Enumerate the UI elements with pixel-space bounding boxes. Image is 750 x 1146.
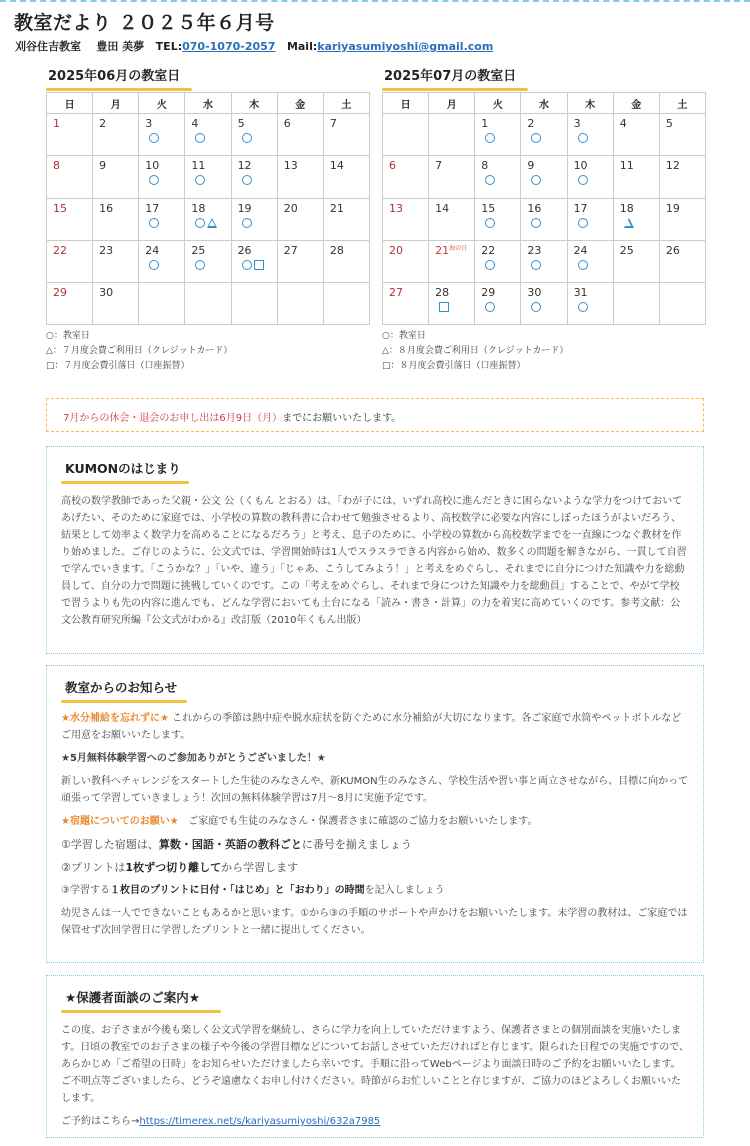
circle-class-day-icon <box>531 218 541 228</box>
day-number: 10 <box>145 159 160 173</box>
day-number: 23 <box>99 243 114 257</box>
calendar-day-cell <box>383 240 429 282</box>
square-debit-icon <box>439 302 449 312</box>
day-number: 15 <box>481 201 496 215</box>
circle-class-day-icon <box>578 218 588 228</box>
circle-class-day-icon <box>195 133 205 143</box>
day-marks <box>578 260 588 270</box>
day-number: 7 <box>435 159 443 173</box>
calendar-day-cell <box>185 198 231 240</box>
calendar-week-row <box>383 114 706 156</box>
weekday-header: 月 <box>93 93 139 114</box>
calendar-empty-cell <box>659 283 705 325</box>
day-marks <box>624 218 634 228</box>
calendar-empty-cell <box>323 283 369 325</box>
calendar-day-cell <box>139 198 185 240</box>
homework-intro: ご家庭でも生徒のみなさん・保護者さまに確認のご協力をお願いいたします。 <box>188 816 538 827</box>
calendar-day-cell <box>93 283 139 325</box>
day-number: 19 <box>237 201 252 215</box>
day-number: 9 <box>527 159 535 173</box>
section-heading <box>61 459 689 485</box>
section-heading-text: 教室からのお知らせ <box>65 680 178 695</box>
day-number: 4 <box>191 117 199 130</box>
day-number: 6 <box>389 159 396 173</box>
circle-class-day-icon <box>149 260 159 270</box>
day-marks <box>485 175 495 185</box>
calendar-empty-cell <box>139 283 185 325</box>
notice-deadline: 7月からの休会・退会のお申し出は6月9日（月） <box>63 413 283 424</box>
calendar-day-cell <box>429 240 475 282</box>
calendar-day-cell <box>47 198 93 240</box>
circle-class-day-icon <box>578 175 588 185</box>
day-number: 8 <box>481 159 489 173</box>
contact-line <box>15 38 493 54</box>
calendar-day-cell <box>93 240 139 282</box>
circle-class-day-icon <box>149 133 159 143</box>
calendar-title-text: 2025年07月の教室日 <box>384 69 517 84</box>
legend-item: ○：教室日 <box>46 331 90 342</box>
kumon-body: 高校の数学教師であった父親・公文 公（くもん とおる）は、「わが子には、いずれ高校に進んだときに困らないような学力をつけておいてあげたい、そのために家庭では、小学校の算数の教科書に合わせて勉強させるより、高校数学に必要な内容にしぼったほうがよいだろう、結果として効率よく数学力を高めることになるだろう」と考え、息子のために、小学校の算数から高校数学までを一直線につなぐ教材を作り始めました。ご存じのように、公文式では、学習開始時は1人でスラスラできる内容から始め、数多くの問題を解きながら、一貫して自習で学んでいきます。「こうかな？」「いや、違う」「じゃあ、こうしてみよう！」と考えをめぐらし、それまでに自分につけた知識や力を総動員して、自分の力で問題に挑戦していくのです。この「考えをめぐらし、それまで身につけた知識や力を総動員」することで、やがて学校で習うよりも先の内容に進んでも、どんな学習においても土台になる「読み・書き・計算」の力を着実に高めていくのです。参考文献：公文公教育研究所編『公文式がわかる』改訂版（2010年くもん出版） <box>61 496 687 626</box>
calendar-day-cell <box>277 240 323 282</box>
square-debit-icon <box>254 260 264 270</box>
day-marks <box>242 175 252 185</box>
day-number: 3 <box>573 117 581 130</box>
step-emphasis: １枚目のプリントに日付・「はじめ」と「おわり」の時間 <box>109 885 365 896</box>
circle-class-day-icon <box>195 218 205 228</box>
day-marks <box>578 302 588 312</box>
june-calendar <box>46 68 370 374</box>
tel-label: TEL: <box>155 40 183 53</box>
notice-text: までにお願いいたします。 <box>282 413 402 424</box>
circle-class-day-icon <box>195 175 205 185</box>
day-number: 13 <box>283 159 298 173</box>
interview-section <box>46 975 704 1138</box>
day-marks <box>439 302 449 312</box>
legend-item: △：７月度会費ご利用日（クレジットカード） <box>46 346 233 357</box>
weekday-header: 火 <box>475 93 521 114</box>
calendar-empty-cell <box>231 283 277 325</box>
calendar-day-cell <box>139 156 185 198</box>
weekday-header: 水 <box>185 93 231 114</box>
circle-class-day-icon <box>242 175 252 185</box>
weekday-row <box>47 93 370 114</box>
weekday-header: 水 <box>521 93 567 114</box>
day-number: 29 <box>53 286 67 300</box>
circle-class-day-icon <box>485 175 495 185</box>
calendar-week-row <box>383 240 706 282</box>
section-heading <box>61 988 689 1014</box>
calendar-table <box>46 92 370 325</box>
day-number: 14 <box>435 201 450 215</box>
reservation-line <box>61 1113 689 1130</box>
reservation-link[interactable]: https://timerex.net/s/kariyasumiyoshi/632a7985 <box>139 1116 381 1127</box>
circle-class-day-icon <box>242 218 252 228</box>
homework-item <box>61 813 689 830</box>
trial-body: 新しい教科へチャレンジをスタートした生徒のみなさんや、新KUMON生のみなさん、学校生活や習い事と両立させながら、目標に向かって頑張って学習していきましょう！次回の無料体験学習は7月〜8月に実施予定です。 <box>61 776 689 804</box>
calendar-day-cell <box>659 240 705 282</box>
circle-class-day-icon <box>485 302 495 312</box>
calendar-day-cell <box>383 283 429 325</box>
day-number: 16 <box>99 201 114 215</box>
calendar-day-cell <box>521 198 567 240</box>
calendar-day-cell <box>93 156 139 198</box>
calendar-day-cell <box>613 114 659 156</box>
water-item <box>61 710 689 744</box>
circle-class-day-icon <box>531 260 541 270</box>
day-number: 11 <box>619 159 634 173</box>
calendar-title <box>46 68 370 92</box>
title-underline <box>46 88 192 91</box>
circle-class-day-icon <box>485 218 495 228</box>
title-underline <box>382 88 528 91</box>
calendar-day-cell <box>521 114 567 156</box>
day-number: 28 <box>435 286 450 300</box>
day-marks <box>531 133 541 143</box>
day-number: 31 <box>573 286 588 300</box>
circle-class-day-icon <box>531 302 541 312</box>
calendar-day-cell <box>47 240 93 282</box>
calendar-day-cell <box>475 283 521 325</box>
step-text: ①学習した宿題は、 <box>61 838 159 851</box>
calendar-day-cell <box>93 198 139 240</box>
calendar-day-cell <box>277 198 323 240</box>
calendar-day-cell <box>521 283 567 325</box>
day-number: 2 <box>99 117 107 130</box>
calendar-day-cell <box>383 198 429 240</box>
calendar-day-cell <box>475 240 521 282</box>
circle-class-day-icon <box>485 260 495 270</box>
calendar-day-cell <box>139 240 185 282</box>
calendar-day-cell <box>47 156 93 198</box>
calendar-day-cell <box>521 240 567 282</box>
step-text: ③学習する <box>61 885 110 896</box>
weekday-header: 火 <box>139 93 185 114</box>
day-number: 11 <box>191 159 206 173</box>
day-number: 1 <box>53 117 60 130</box>
day-number: 21 <box>329 201 344 215</box>
trial-title: ★5月無料体験学習へのご参加ありがとうございました！★ <box>61 753 326 764</box>
homework-step-3 <box>61 882 689 899</box>
weekday-header: 土 <box>659 93 705 114</box>
day-number: 25 <box>191 243 206 257</box>
calendar-day-cell <box>429 283 475 325</box>
circle-class-day-icon <box>578 260 588 270</box>
circle-class-day-icon <box>242 260 252 270</box>
weekday-header: 土 <box>323 93 369 114</box>
calendar-week-row <box>383 156 706 198</box>
calendar-day-cell <box>47 114 93 156</box>
day-number: 19 <box>665 201 680 215</box>
day-number: 27 <box>389 286 403 300</box>
day-number: 2 <box>527 117 535 130</box>
day-number: 27 <box>283 243 298 257</box>
day-number: 1 <box>481 117 489 130</box>
weekday-header: 月 <box>429 93 475 114</box>
day-marks <box>485 260 495 270</box>
kumon-origin-section <box>46 446 704 654</box>
section-heading <box>61 678 689 704</box>
day-number: 7 <box>329 117 337 130</box>
reservation-label: ご予約はこちら→ <box>61 1116 140 1127</box>
day-number: 10 <box>573 159 588 173</box>
homework-title: ★宿題についてのお願い★ <box>61 816 179 827</box>
day-number: 24 <box>145 243 160 257</box>
day-marks <box>242 218 252 228</box>
day-marks <box>195 133 205 143</box>
calendar-day-cell <box>139 114 185 156</box>
day-number: 20 <box>283 201 298 215</box>
homework-note: 幼児さんは一人でできないこともあるかと思います。①から③の手順のサポートや声かけをお願いいたします。未学習の教材は、ご家庭では保管せず次回学習日に学習したプリントと一緒に提出してください。 <box>61 908 688 936</box>
homework-step-2 <box>61 859 689 876</box>
triangle-credit-icon <box>624 218 634 228</box>
day-marks <box>531 260 541 270</box>
legend-item: □：８月度会費引落日（口座振替） <box>382 361 526 372</box>
day-marks <box>195 260 205 270</box>
mail-link[interactable]: kariyasumiyoshi@gmail.com <box>317 40 494 53</box>
day-marks <box>531 302 541 312</box>
day-number: 30 <box>527 286 542 300</box>
day-marks <box>531 175 541 185</box>
calendar-title <box>382 68 706 92</box>
tel-link[interactable]: 070-1070-2057 <box>182 40 276 53</box>
calendar-day-cell <box>323 240 369 282</box>
page-title: 教室だより ２０２５年６月号 <box>14 12 275 34</box>
weekday-header: 金 <box>277 93 323 114</box>
water-title: ★水分補給を忘れずに★ <box>61 713 169 724</box>
calendar-day-cell <box>231 156 277 198</box>
triangle-credit-icon <box>207 218 217 228</box>
calendar-day-cell <box>475 198 521 240</box>
calendar-day-cell <box>567 198 613 240</box>
day-marks <box>242 260 264 270</box>
calendar-day-cell <box>613 156 659 198</box>
calendar-day-cell <box>231 198 277 240</box>
day-number: 26 <box>237 243 252 257</box>
calendar-week-row <box>383 198 706 240</box>
calendar-legend <box>382 329 706 374</box>
day-number: 18 <box>619 201 634 215</box>
day-marks <box>149 175 159 185</box>
day-marks <box>195 175 205 185</box>
circle-class-day-icon <box>578 133 588 143</box>
calendar-day-cell <box>659 198 705 240</box>
legend-item: ○：教室日 <box>382 331 426 342</box>
day-number: 5 <box>237 117 245 130</box>
day-number: 23 <box>527 243 542 257</box>
day-number: 29 <box>481 286 496 300</box>
circle-class-day-icon <box>149 218 159 228</box>
day-number: 18 <box>191 201 206 215</box>
classroom-name: 刈谷住吉教室 <box>15 40 81 53</box>
day-number: 26 <box>665 243 680 257</box>
day-marks <box>578 133 588 143</box>
weekday-header: 日 <box>383 93 429 114</box>
calendar-day-cell <box>47 283 93 325</box>
day-marks <box>531 218 541 228</box>
july-calendar <box>382 68 706 374</box>
calendar-day-cell <box>659 156 705 198</box>
section-heading-text: KUMONのはじまり <box>65 461 181 476</box>
interview-body: この度、お子さまが今後も楽しく公文式学習を継続し、さらに学力を向上していただけますよう、保護者さまとの個別面談を実施いたします。日頃の教室でのお子さまの様子や今後の学習目標などについてお話しさせていただければと存じます。限られた日程での実施ですので、あらかじめ「ご希望の日時」をお知らせいただけましたら幸いです。手順に沿ってWebページより面談日時のご予約をお願いいたします。ご不明点等ございましたら、どうぞ遠慮なくお申し付けください。時節がらお忙しいことと存じますが、ご協力のほどよろしくお願いいたします。 <box>61 1025 689 1104</box>
calendar-day-cell <box>613 198 659 240</box>
legend-item: △：８月度会費ご利用日（クレジットカード） <box>382 346 569 357</box>
calendar-day-cell <box>277 156 323 198</box>
day-number: 12 <box>237 159 252 173</box>
day-number: 14 <box>329 159 344 173</box>
step-text: ②プリントは <box>61 861 126 874</box>
day-number: 16 <box>527 201 542 215</box>
day-marks <box>242 133 252 143</box>
calendar-week-row <box>47 156 370 198</box>
teacher-name: 豊田 美夢 <box>96 40 145 53</box>
weekday-row <box>383 93 706 114</box>
circle-class-day-icon <box>195 260 205 270</box>
calendar-empty-cell <box>429 114 475 156</box>
calendar-empty-cell <box>383 114 429 156</box>
circle-class-day-icon <box>531 175 541 185</box>
day-number: 6 <box>283 117 291 130</box>
calendar-day-cell <box>567 283 613 325</box>
calendar-day-cell <box>659 114 705 156</box>
calendar-day-cell <box>567 114 613 156</box>
calendar-day-cell <box>567 156 613 198</box>
top-dashed-border <box>0 0 750 2</box>
weekday-header: 金 <box>613 93 659 114</box>
legend-item: □：７月度会費引落日（口座振替） <box>46 361 190 372</box>
mail-label: Mail: <box>286 40 318 53</box>
heading-underline <box>61 700 187 703</box>
step-emphasis: 1枚ずつ切り離して <box>125 861 222 874</box>
day-number: 8 <box>53 159 60 173</box>
circle-class-day-icon <box>578 302 588 312</box>
day-number: 24 <box>573 243 588 257</box>
weekday-header: 木 <box>567 93 613 114</box>
calendar-week-row <box>47 240 370 282</box>
day-number: 17 <box>145 201 160 215</box>
day-marks <box>485 218 495 228</box>
section-heading-text: ★保護者面談のご案内★ <box>65 990 200 1005</box>
calendar-day-cell <box>475 156 521 198</box>
calendar-empty-cell <box>613 283 659 325</box>
day-number: 5 <box>665 117 673 130</box>
day-number: 9 <box>99 159 107 173</box>
calendar-day-cell <box>231 240 277 282</box>
step-text: に番号を揃えましょう <box>301 838 412 851</box>
day-marks <box>485 133 495 143</box>
withdrawal-notice <box>46 398 704 432</box>
day-marks <box>485 302 495 312</box>
calendar-day-cell <box>475 114 521 156</box>
calendar-empty-cell <box>185 283 231 325</box>
day-number: 25 <box>619 243 634 257</box>
step-text: を記入しましょう <box>364 885 445 896</box>
circle-class-day-icon <box>149 175 159 185</box>
day-number: 4 <box>619 117 627 130</box>
day-number: 28 <box>329 243 344 257</box>
calendar-week-row <box>47 283 370 325</box>
circle-class-day-icon <box>242 133 252 143</box>
calendar-day-cell <box>323 114 369 156</box>
calendar-day-cell <box>567 240 613 282</box>
day-number: 22 <box>481 243 496 257</box>
heading-underline <box>61 1010 221 1013</box>
day-number: 22 <box>53 243 67 257</box>
calendar-day-cell <box>323 156 369 198</box>
calendar-day-cell <box>185 156 231 198</box>
day-marks <box>149 218 159 228</box>
calendar-day-cell <box>277 114 323 156</box>
calendar-week-row <box>47 114 370 156</box>
day-number: 30 <box>99 286 114 300</box>
calendar-day-cell <box>185 240 231 282</box>
step-text: から学習します <box>221 861 299 874</box>
calendar-day-cell <box>323 198 369 240</box>
calendar-table <box>382 92 706 325</box>
day-marks <box>578 218 588 228</box>
calendar-legend <box>46 329 370 374</box>
day-marks <box>578 175 588 185</box>
calendar-day-cell <box>185 114 231 156</box>
circle-class-day-icon <box>485 133 495 143</box>
heading-underline <box>61 481 189 484</box>
news-section <box>46 665 704 963</box>
day-number: 12 <box>665 159 680 173</box>
holiday-label: 海の日 <box>449 244 468 252</box>
calendar-day-cell <box>383 156 429 198</box>
calendar-day-cell <box>429 156 475 198</box>
calendar-day-cell <box>521 156 567 198</box>
day-number: 21 <box>435 243 450 257</box>
weekday-header: 日 <box>47 93 93 114</box>
day-marks <box>149 133 159 143</box>
homework-step-1 <box>61 836 689 853</box>
calendar-week-row <box>383 283 706 325</box>
day-marks <box>149 260 159 270</box>
day-number: 15 <box>53 201 67 215</box>
day-number: 17 <box>573 201 588 215</box>
day-number: 3 <box>145 117 153 130</box>
circle-class-day-icon <box>531 133 541 143</box>
day-marks <box>195 218 217 228</box>
calendar-day-cell <box>613 240 659 282</box>
calendar-day-cell <box>93 114 139 156</box>
weekday-header: 木 <box>231 93 277 114</box>
calendar-day-cell <box>231 114 277 156</box>
day-number: 13 <box>389 201 403 215</box>
step-emphasis: 算数・国語・英語の教科ごと <box>158 838 302 851</box>
calendar-week-row <box>47 198 370 240</box>
calendar-empty-cell <box>277 283 323 325</box>
day-number: 20 <box>389 243 403 257</box>
calendar-day-cell <box>429 198 475 240</box>
calendar-title-text: 2025年06月の教室日 <box>48 69 181 84</box>
water-body: これからの季節は熱中症や脱水症状を防ぐために水分補給が大切になります。各ご家庭で水筒やペットボトルなどご用意をお願いいたします。 <box>61 713 682 741</box>
